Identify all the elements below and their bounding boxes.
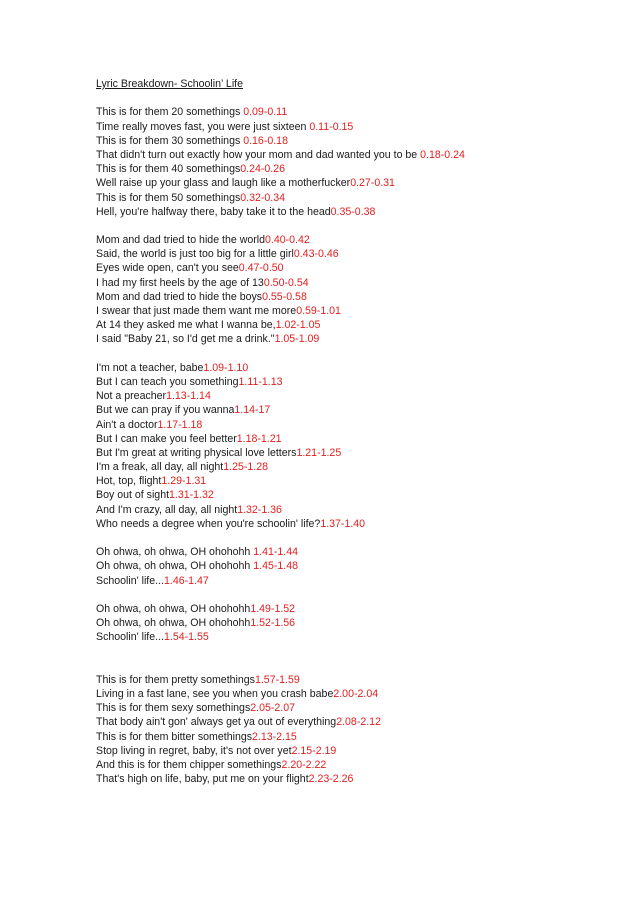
lyric-line — [96, 446, 616, 460]
lyric-line — [96, 233, 616, 247]
lyric-line — [96, 134, 616, 148]
lyric-text: Oh ohwa, oh ohwa, OH ohohohh — [96, 560, 254, 573]
lyric-line — [96, 503, 616, 517]
timestamp: 1.49-1.52 — [250, 602, 296, 615]
timestamp: 0.35-0.38 — [330, 205, 376, 218]
lyric-line — [96, 616, 616, 630]
lyric-line — [96, 205, 616, 219]
timestamp: 1.31-1.32 — [169, 489, 214, 502]
lyric-line — [96, 332, 616, 346]
lyric-text: Eyes wide open, can't you see — [96, 262, 239, 275]
lyric-line — [96, 744, 616, 758]
lyric-line — [96, 361, 616, 375]
lyric-stanza — [96, 361, 616, 531]
lyric-line — [96, 474, 616, 488]
timestamp: 1.14-17 — [234, 404, 271, 417]
lyric-line — [96, 488, 616, 502]
timestamp: 1.25-1.28 — [223, 461, 269, 474]
timestamp: 0.16-0.18 — [243, 134, 288, 147]
lyric-line — [96, 758, 616, 772]
timestamp: 0.32-0.34 — [240, 191, 286, 204]
lyric-text: Who needs a degree when you're schoolin' life? — [96, 517, 321, 530]
timestamp: 1.05-1.09 — [274, 333, 320, 346]
lyric-text: Oh ohwa, oh ohwa, OH ohohohh — [96, 602, 251, 615]
lyric-text: This is for them pretty somethings — [96, 673, 255, 686]
timestamp: 1.02-1.05 — [275, 319, 321, 332]
lyric-line — [96, 574, 616, 588]
lyric-text: I said "Baby 21, so I'd get me a drink." — [96, 333, 275, 346]
lyric-text: This is for them bitter somethings — [96, 730, 253, 743]
lyric-line — [96, 176, 616, 190]
lyric-line — [96, 559, 616, 573]
lyric-text: This is for them 30 somethings — [96, 134, 244, 147]
timestamp: 0.40-0.42 — [265, 234, 310, 247]
lyric-text: Schoolin' life... — [96, 631, 164, 644]
timestamp: 1.54-1.55 — [163, 631, 209, 644]
lyric-text: Stop living in regret, baby, it's not over yet — [96, 744, 292, 757]
timestamp: 2.15-2.19 — [291, 744, 337, 757]
timestamp: 1.13-1.14 — [166, 390, 211, 403]
lyric-line — [96, 375, 616, 389]
timestamp: 1.52-1.56 — [250, 617, 296, 630]
lyric-line — [96, 701, 616, 715]
lyric-line — [96, 460, 616, 474]
timestamp: 1.32-1.36 — [237, 503, 282, 516]
lyric-text: That's high on life, baby, put me on your flight — [96, 773, 309, 786]
lyric-line — [96, 304, 616, 318]
lyric-line — [96, 673, 616, 687]
lyric-text: Schoolin' life... — [96, 574, 164, 587]
lyric-text: This is for them 20 somethings — [96, 106, 244, 119]
timestamp: 0.24-0.26 — [240, 163, 286, 176]
lyric-text: At 14 they asked me what I wanna be, — [96, 319, 276, 332]
timestamp: 0.47-0.50 — [238, 262, 284, 275]
lyric-text: But I can make you feel better — [96, 432, 237, 445]
lyric-text: Mom and dad tried to hide the boys — [96, 290, 263, 303]
lyric-line — [96, 772, 616, 786]
lyric-text: I swear that just made them want me more — [96, 305, 297, 318]
timestamp: 1.46-1.47 — [163, 574, 209, 587]
timestamp: 2.05-2.07 — [250, 702, 296, 715]
timestamp: 0.18-0.24 — [420, 148, 465, 161]
timestamp: 2.23-2.26 — [308, 773, 354, 786]
lyric-line — [96, 687, 616, 701]
timestamp: 1.57-1.59 — [254, 673, 300, 686]
lyric-text: This is for them sexy somethings — [96, 702, 251, 715]
lyric-text: And this is for them chipper somethings — [96, 759, 282, 772]
lyric-text: But I'm great at writing physical love letters — [96, 446, 297, 459]
timestamp: 0.27-0.31 — [350, 177, 395, 190]
lyric-line — [96, 730, 616, 744]
lyric-text: Living in a fast lane, see you when you crash babe — [96, 688, 334, 701]
lyric-line — [96, 261, 616, 275]
lyric-text: Boy out of sight — [96, 489, 170, 502]
lyric-stanza — [96, 105, 616, 219]
lyric-stanza — [96, 673, 616, 787]
lyric-line — [96, 545, 616, 559]
lyric-text: Well raise up your glass and laugh like a motherfucker — [96, 177, 351, 190]
lyric-text: Hell, you're halfway there, baby take it to the head — [96, 205, 331, 218]
timestamp: 0.55-0.58 — [262, 290, 307, 303]
lyric-line — [96, 517, 616, 531]
lyric-line — [96, 247, 616, 261]
lyric-line — [96, 602, 616, 616]
lyric-text: Oh ohwa, oh ohwa, OH ohohohh — [96, 546, 254, 559]
lyric-line — [96, 120, 616, 134]
lyric-text: This is for them 50 somethings — [96, 191, 241, 204]
lyric-line — [96, 148, 616, 162]
lyric-line — [96, 191, 616, 205]
timestamp: 0.50-0.54 — [263, 276, 309, 289]
lyric-text: Mom and dad tried to hide the world — [96, 234, 266, 247]
timestamp: 1.37-1.40 — [320, 517, 366, 530]
timestamp: 1.11-1.13 — [238, 375, 283, 388]
timestamp: 1.41-1.44 — [253, 546, 299, 559]
timestamp: 1.21-1.25 — [296, 446, 342, 459]
lyric-line — [96, 432, 616, 446]
lyric-line — [96, 403, 616, 417]
timestamp: 2.13-2.15 — [252, 730, 297, 743]
lyric-text: I'm not a teacher, babe — [96, 361, 204, 374]
timestamp: 1.29-1.31 — [161, 475, 207, 488]
lyric-text: Oh ohwa, oh ohwa, OH ohohohh — [96, 617, 251, 630]
timestamp: 1.18-1.21 — [236, 432, 282, 445]
lyric-text: Said, the world is just too big for a little girl — [96, 248, 294, 261]
lyric-text: But we can pray if you wanna — [96, 404, 235, 417]
lyric-line — [96, 418, 616, 432]
lyric-line — [96, 630, 616, 644]
timestamp: 2.00-2.04 — [333, 688, 379, 701]
lyric-text: I'm a freak, all day, all night — [96, 461, 224, 474]
lyric-text: That body ain't gon' always get ya out of everything — [96, 716, 337, 729]
lyric-stanza — [96, 602, 616, 645]
lyric-line — [96, 276, 616, 290]
timestamp: 2.20-2.22 — [281, 759, 327, 772]
lyric-text: Ain't a doctor — [96, 418, 158, 431]
lyric-line — [96, 318, 616, 332]
document-body — [96, 77, 616, 801]
timestamp: 1.09-1.10 — [203, 361, 249, 374]
lyric-line — [96, 715, 616, 729]
lyric-stanza — [96, 545, 616, 588]
document-title: Lyric Breakdown- Schoolin’ Life — [96, 78, 244, 90]
lyric-text: Hot, top, flight — [96, 475, 162, 488]
lyric-line — [96, 105, 616, 119]
timestamp: 0.09-0.11 — [243, 106, 288, 119]
lyric-stanza — [96, 233, 616, 347]
lyric-text: This is for them 40 somethings — [96, 163, 241, 176]
lyrics-container — [96, 105, 616, 786]
lyric-text: And I'm crazy, all day, all night — [96, 503, 238, 516]
timestamp: 0.43-0.46 — [293, 248, 339, 261]
timestamp: 2.08-2.12 — [336, 716, 381, 729]
lyric-text: That didn't turn out exactly how your mom and dad wanted you to be — [96, 148, 421, 161]
lyric-line — [96, 389, 616, 403]
lyric-line — [96, 290, 616, 304]
lyric-text: Time really moves fast, you were just sixteen — [96, 120, 310, 133]
lyric-text: Not a preacher — [96, 390, 167, 403]
lyric-line — [96, 162, 616, 176]
timestamp: 1.45-1.48 — [253, 560, 299, 573]
timestamp: 1.17-1.18 — [157, 418, 203, 431]
lyric-text: But I can teach you something — [96, 375, 239, 388]
lyric-text: I had my first heels by the age of 13 — [96, 276, 264, 289]
timestamp: 0.11-0.15 — [309, 120, 354, 133]
timestamp: 0.59-1.01 — [296, 305, 341, 318]
